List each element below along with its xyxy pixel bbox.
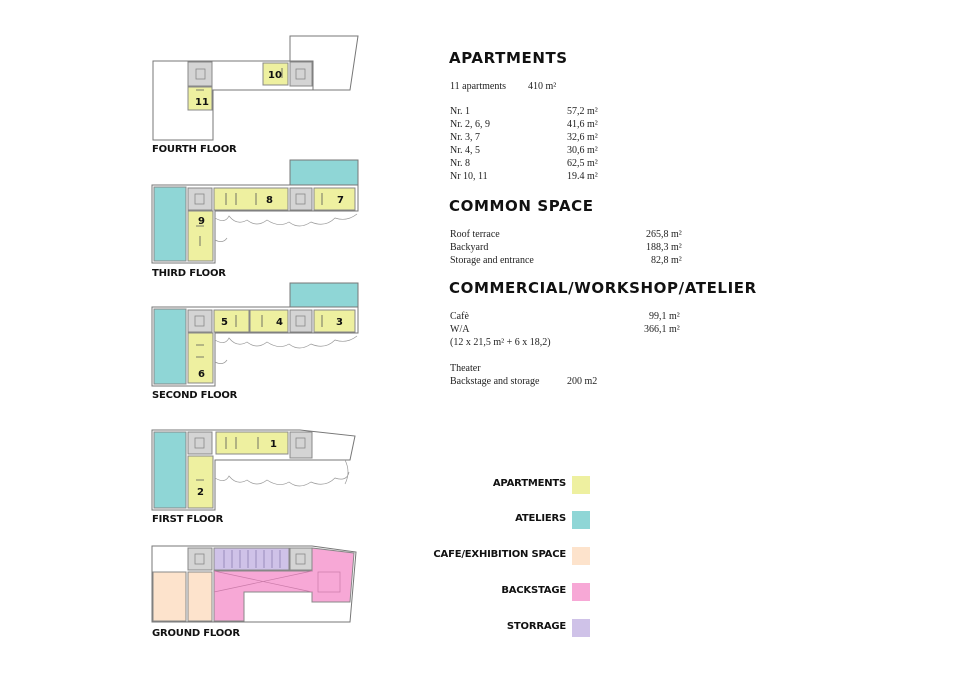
legend-item-cafe-exhibition — [420, 547, 592, 567]
legend-swatch-backstage — [572, 583, 590, 601]
apartment-2-fill — [188, 456, 213, 508]
unit-number-6: 6 — [198, 369, 205, 380]
unit-number-8: 8 — [266, 195, 273, 206]
theater-label: Theater — [450, 363, 481, 374]
legend-label: STORRAGE — [506, 621, 566, 632]
legend-item-backstage — [420, 583, 592, 603]
ground-floor-cafe-right — [188, 572, 212, 621]
apartment-row-area: 57,2 m² — [567, 106, 598, 117]
floor-plans-diagram — [0, 0, 400, 678]
second-floor-atelier-right — [290, 283, 358, 307]
unit-number-10: 10 — [268, 70, 282, 81]
commercial-row-name: W/A — [450, 324, 470, 335]
apartment-1-fill — [216, 432, 288, 454]
legend-item-storage — [420, 619, 592, 639]
apartment-row-name: Nr. 4, 5 — [450, 145, 480, 156]
legend-swatch-cafe-exhibition — [572, 547, 590, 565]
commercial-formula-text: (12 x 21,5 m² + 6 x 18,2) — [450, 337, 551, 348]
apartment-5-fill — [214, 310, 249, 332]
unit-number-1: 1 — [270, 439, 277, 450]
common-space-row-area: 188,3 m² — [646, 242, 682, 253]
fourth-floor-plan — [153, 36, 358, 140]
legend-item-apartments — [420, 476, 592, 496]
apartment-row-name: Nr. 2, 6, 9 — [450, 119, 490, 130]
apartment-8-fill — [214, 188, 288, 210]
apartment-row-area: 32,6 m² — [567, 132, 598, 143]
legend-label: ATELIERS — [515, 513, 566, 524]
unit-number-3: 3 — [336, 317, 343, 328]
ground-floor-cafe-left — [153, 572, 186, 621]
first-floor-plan — [152, 430, 355, 510]
apartment-7-fill — [314, 188, 355, 210]
first-floor-backyard-trees — [215, 460, 349, 486]
apartments-total-area: 410 m² — [528, 81, 557, 92]
first-floor-label: FIRST FLOOR — [152, 514, 224, 525]
apartment-row-name: Nr 10, 11 — [450, 171, 488, 182]
ground-floor-storage — [214, 548, 289, 570]
third-floor-backyard-trees — [215, 214, 357, 242]
common-space-row-name: Backyard — [450, 242, 489, 253]
apartment-row-name: Nr. 3, 7 — [450, 132, 480, 143]
legend-label: CAFE/EXHIBITION SPACE — [433, 549, 566, 560]
commercial-row-area: 366,1 m² — [644, 324, 680, 335]
fourth-floor-core-right — [290, 62, 312, 86]
legend-item-ateliers — [420, 511, 592, 531]
third-floor-plan — [152, 160, 358, 263]
apartments-heading: APARTMENTS — [449, 49, 568, 67]
commercial-heading: COMMERCIAL/WORKSHOP/ATELIER — [449, 279, 757, 297]
common-space-heading: COMMON SPACE — [449, 197, 594, 215]
backstage-label: Backstage and storage — [450, 376, 540, 387]
fourth-floor-core-left — [188, 62, 212, 86]
unit-number-7: 7 — [337, 195, 344, 206]
common-space-row-name: Storage and entrance — [450, 255, 534, 266]
unit-number-9: 9 — [198, 216, 205, 227]
ground-floor-label: GROUND FLOOR — [152, 628, 240, 639]
legend-label: APARTMENTS — [492, 478, 566, 489]
common-space-row-name: Roof terrace — [450, 229, 500, 240]
apartment-row-area: 30,6 m² — [567, 145, 598, 156]
commercial-row-name: Cafè — [450, 311, 469, 322]
commercial-row-area: 99,1 m² — [649, 311, 680, 322]
apartment-row-name: Nr. 8 — [450, 158, 470, 169]
common-space-row-area: 82,8 m² — [651, 255, 682, 266]
apartment-row-area: 41,6 m² — [567, 119, 598, 130]
ground-floor-plan — [152, 546, 356, 622]
fourth-floor-outline — [153, 61, 313, 140]
apartment-row-area: 19.4 m² — [567, 171, 598, 182]
second-floor-plan — [152, 283, 358, 386]
unit-number-2: 2 — [197, 487, 204, 498]
unit-number-4: 4 — [276, 317, 283, 328]
third-floor-atelier-right — [290, 160, 358, 185]
third-floor-label: THIRD FLOOR — [152, 268, 226, 279]
legend-swatch-storage — [572, 619, 590, 637]
legend-label: BACKSTAGE — [501, 585, 566, 596]
common-space-row-area: 265,8 m² — [646, 229, 682, 240]
apartment-3-fill — [314, 310, 355, 332]
second-floor-atelier-left — [154, 309, 186, 384]
backstage-area: 200 m2 — [567, 376, 598, 387]
unit-number-5: 5 — [221, 317, 228, 328]
first-floor-atelier — [154, 432, 186, 508]
apartment-row-area: 62,5 m² — [567, 158, 598, 169]
second-floor-label: SECOND FLOOR — [152, 390, 238, 401]
legend-swatch-apartments — [572, 476, 590, 494]
apartments-count: 11 apartments — [450, 81, 507, 92]
second-floor-backyard-trees — [215, 336, 357, 364]
third-floor-atelier-left — [154, 187, 186, 261]
fourth-floor-label: FOURTH FLOOR — [152, 144, 237, 155]
legend-swatch-ateliers — [572, 511, 590, 529]
apartment-row-name: Nr. 1 — [450, 106, 470, 117]
unit-number-11: 11 — [195, 97, 209, 108]
